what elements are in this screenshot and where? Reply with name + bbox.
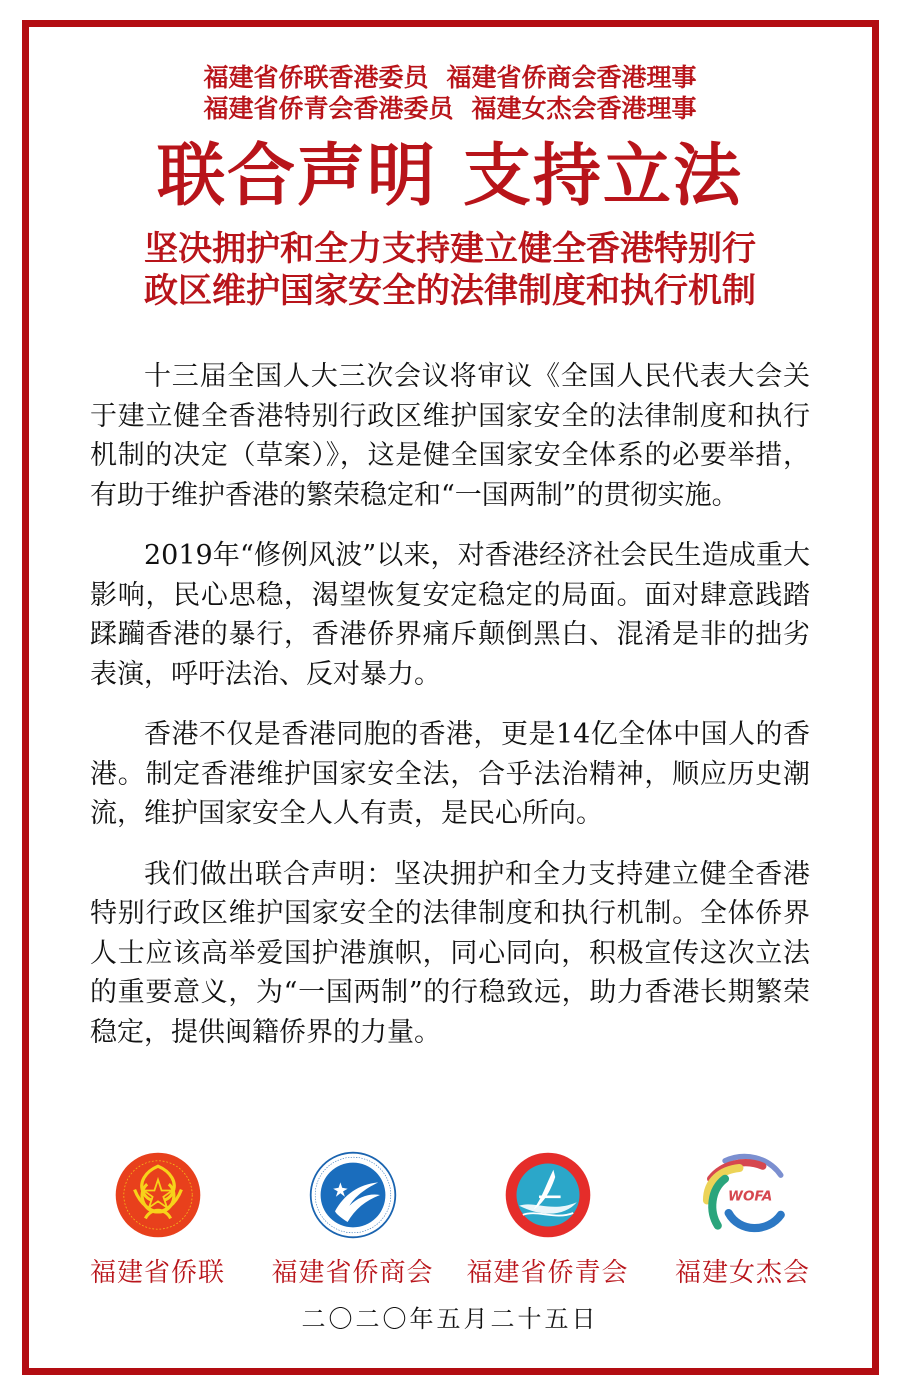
paragraph-4: 我们做出联合声明：坚决拥护和全力支持建立健全香港特别行政区维护国家安全的法律制度和执行机制。全体侨界人士应该高举爱国护港旗帜，同心同向，积极宣传这次立法的重要意义，为“一国两制”的行稳致远，助力香港长期繁荣稳定，提供闽籍侨界的力量。 bbox=[90, 858, 810, 1048]
paragraph-2: 2019年“修例风波”以来，对香港经济社会民生造成重大影响，民心思稳，渴望恢复安定稳定的局面。面对肆意践踏蹂躏香港的暴行，香港侨界痛斥颠倒黑白、混淆是非的拙劣表演，呼吁法治、反对暴力。 bbox=[90, 540, 810, 690]
statement-date: 二〇二〇年五月二十五日 bbox=[301, 1305, 599, 1333]
statement-body bbox=[90, 357, 810, 1073]
issuer: 福建省侨青会香港委员 bbox=[203, 94, 454, 123]
paragraph-3: 香港不仅是香港同胞的香港，更是14亿全体中国人的香港。制定香港维护国家安全法，合乎法治精神，顺应历史潮流，维护国家安全人人有责，是民心所向。 bbox=[90, 719, 810, 829]
page-title bbox=[0, 137, 900, 217]
title-part-2: 支持立法 bbox=[463, 137, 744, 216]
subtitle-line-2: 政区维护国家安全的法律制度和执行机制 bbox=[144, 271, 756, 311]
organization-logos bbox=[60, 1150, 840, 1289]
subtitle-line-1: 坚决拥护和全力支持建立健全香港特别行 bbox=[144, 229, 756, 269]
fujian-entrepreneurs-logo-icon bbox=[308, 1150, 398, 1240]
fujian-federation-logo-icon bbox=[113, 1150, 203, 1240]
issuer: 福建省侨商会香港理事 bbox=[446, 63, 697, 92]
wofa-logo-icon bbox=[698, 1150, 788, 1240]
subtitle bbox=[0, 228, 900, 312]
wofa-text: WOFA bbox=[727, 1188, 772, 1205]
org-name: 福建省侨联 bbox=[89, 1258, 225, 1288]
issuer-lines bbox=[0, 62, 900, 124]
fujian-youth-logo-icon bbox=[503, 1150, 593, 1240]
issuer: 福建省侨联香港委员 bbox=[203, 63, 429, 92]
org-name: 福建省侨商会 bbox=[271, 1258, 434, 1288]
org-name: 福建女杰会 bbox=[674, 1258, 810, 1288]
issuer-line-1 bbox=[0, 62, 900, 93]
org-fujian-federation bbox=[60, 1150, 255, 1289]
issuer: 福建女杰会香港理事 bbox=[471, 94, 697, 123]
issuer-line-2 bbox=[0, 93, 900, 124]
title-part-1: 联合声明 bbox=[156, 137, 437, 216]
org-fujian-youth bbox=[450, 1150, 645, 1289]
org-fujian-women bbox=[645, 1150, 840, 1289]
org-fujian-entrepreneurs bbox=[255, 1150, 450, 1289]
paragraph-1: 十三届全国人大三次会议将审议《全国人民代表大会关于建立健全香港特别行政区维护国家安全的法律制度和执行机制的决定（草案）》，这是健全国家安全体系的必要举措，有助于维护香港的繁荣稳定和“一国两制”的贯彻实施。 bbox=[90, 361, 810, 511]
org-name: 福建省侨青会 bbox=[466, 1258, 629, 1288]
